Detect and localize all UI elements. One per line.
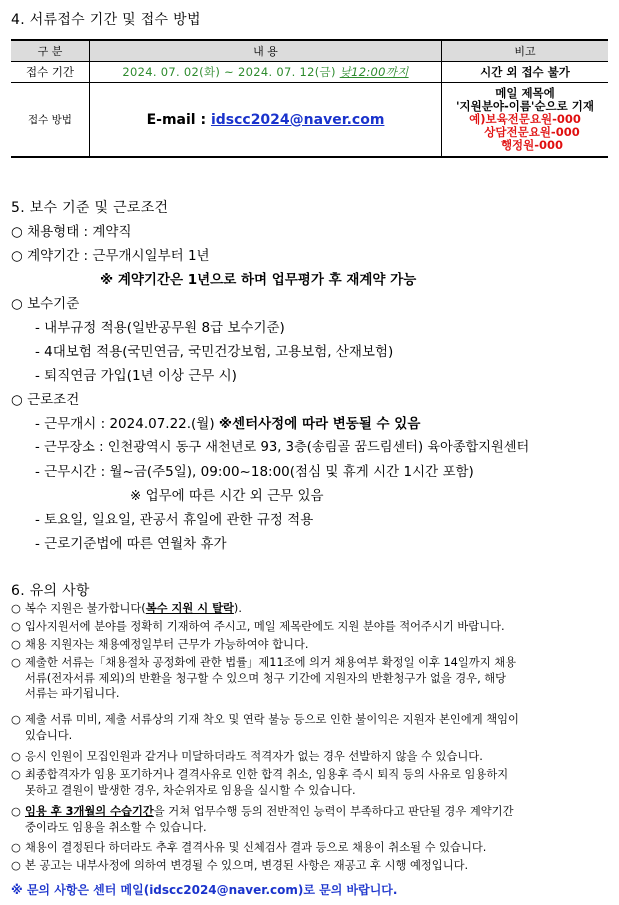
pay-item: - 내부규정 적용(일반공무원 8급 보수기준) bbox=[35, 320, 285, 336]
notice-item bbox=[11, 804, 611, 835]
notice-item bbox=[11, 858, 611, 874]
method-example-line2: 상담전문요원-000 bbox=[484, 125, 580, 139]
notice-text: 제출 서류 미비, 제출 서류상의 기재 착오 및 연락 불능 등으로 인한 불이익은 지원자 본인에게 책임이 bbox=[25, 713, 519, 726]
method-label: 접수 방법 bbox=[11, 83, 90, 158]
work-title: ○ 근로조건 bbox=[11, 392, 80, 408]
header-category: 구 분 bbox=[11, 40, 90, 62]
table-header-row bbox=[11, 40, 608, 62]
section5-title: 5. 보수 기준 및 근로조건 bbox=[11, 200, 169, 216]
bullet-circle: ○ bbox=[11, 620, 21, 633]
table-row-method bbox=[11, 83, 608, 158]
employment-type: ○ 채용형태 : 계약직 bbox=[11, 224, 132, 240]
notice-item bbox=[11, 619, 611, 635]
bullet-circle: ○ bbox=[11, 638, 21, 651]
email-link[interactable]: idscc2024@naver.com bbox=[210, 111, 385, 128]
bullet-circle: ○ bbox=[11, 713, 21, 726]
notice-emphasis: 임용 후 3개월의 수습기간 bbox=[25, 805, 154, 818]
notice-text: 중이라도 임용을 취소할 수 있습니다. bbox=[25, 820, 207, 834]
bullet-circle: ○ bbox=[11, 805, 21, 818]
bullet-circle: ○ bbox=[11, 750, 21, 763]
period-dates bbox=[90, 62, 442, 83]
notice-item bbox=[11, 637, 611, 653]
method-remark-line1: 메일 제목에 bbox=[495, 86, 555, 100]
work-start-note: ※센터사정에 따라 변동될 수 있음 bbox=[218, 416, 421, 432]
bullet-circle: ○ bbox=[11, 656, 21, 669]
inquiry-notice: ※ 문의 사항은 센터 메일(idscc2024@naver.com)로 문의 바랍니다. bbox=[11, 883, 398, 897]
notice-emphasis: 복수 지원 시 탈락 bbox=[145, 602, 234, 615]
method-example-line3: 행정원-000 bbox=[500, 138, 564, 152]
section4-title: 4. 서류접수 기간 및 접수 방법 bbox=[11, 12, 201, 28]
notice-text: 서류(전자서류 제외)의 반환을 청구할 수 있으며 청구 기간에 지원자의 반환청구가 없을 경우, 해당 bbox=[25, 671, 507, 685]
period-deadline: 낮12:00까지 bbox=[339, 65, 409, 79]
pay-item: - 퇴직연금 가입(1년 이상 근무 시) bbox=[35, 368, 237, 384]
notice-text: 을 거쳐 업무수행 등의 전반적인 능력이 부족하다고 판단될 경우 계약기간 bbox=[153, 805, 514, 818]
period-remark: 시간 외 접수 불가 bbox=[442, 62, 609, 83]
work-start bbox=[35, 412, 420, 432]
bullet-circle: ○ bbox=[11, 602, 21, 615]
method-example-line1: 예)보육전문요원-000 bbox=[469, 112, 581, 126]
notice-item bbox=[11, 712, 611, 743]
notice-text: 있습니다. bbox=[25, 728, 73, 742]
pay-item: - 4대보험 적용(국민연금, 국민건강보험, 고용보험, 산재보험) bbox=[35, 344, 394, 360]
work-place: - 근무장소 : 인천광역시 동구 새천년로 93, 3층(송림골 꿈드림센터) 육아종합지원센터 bbox=[35, 440, 530, 455]
period-dates-text: 2024. 07. 02(화) ~ 2024. 07. 12(금) bbox=[122, 65, 336, 79]
notice-text: 본 공고는 내부사정에 의하여 변경될 수 있으며, 변경된 사항은 재공고 후 시행 예정입니다. bbox=[25, 859, 469, 872]
pay-title: ○ 보수기준 bbox=[11, 296, 80, 312]
work-hours: - 근무시간 : 월~금(주5일), 09:00~18:00(점심 및 휴게 시간 1시간 포함) bbox=[35, 464, 474, 480]
contract-note: ※ 계약기간은 1년으로 하며 업무평가 후 재계약 가능 bbox=[100, 272, 417, 288]
email-label: E-mail : bbox=[146, 111, 211, 128]
application-table bbox=[11, 39, 608, 158]
notice-text: 응시 인원이 모집인원과 같거나 미달하더라도 적격자가 없는 경우 선발하지 않을 수 있습니다. bbox=[25, 750, 483, 763]
notice-item bbox=[11, 767, 611, 798]
notice-text: 채용이 결정된다 하더라도 추후 결격사유 및 신체검사 결과 등으로 채용이 취소될 수 있습니다. bbox=[25, 841, 487, 854]
bullet-circle: ○ bbox=[11, 841, 21, 854]
work-start-text: - 근무개시 : 2024.07.22.(월) bbox=[35, 416, 219, 432]
notice-text: 입사지원서에 분야를 정확히 기재하여 주시고, 메일 제목란에도 지원 분야를 적어주시기 바랍니다. bbox=[25, 620, 505, 633]
header-content: 내 용 bbox=[90, 40, 442, 62]
header-remark: 비고 bbox=[442, 40, 609, 62]
notice-text: ). bbox=[233, 602, 242, 615]
notice-text: 최종합격자가 임용 포기하거나 결격사유로 인한 합격 취소, 임용후 즉시 퇴직 등의 사유로 임용하지 bbox=[25, 768, 509, 781]
annual-leave: - 근로기준법에 따른 연월차 휴가 bbox=[35, 536, 227, 552]
notice-item bbox=[11, 655, 611, 702]
bullet-circle: ○ bbox=[11, 768, 21, 781]
notice-text: 복수 지원은 불가합니다( bbox=[25, 602, 146, 615]
section6-title: 6. 유의 사항 bbox=[11, 583, 90, 599]
notice-text: 못하고 결원이 발생한 경우, 차순위자로 임용을 실시할 수 있습니다. bbox=[25, 783, 356, 797]
method-remark bbox=[442, 83, 609, 158]
bullet-circle: ○ bbox=[11, 859, 21, 872]
method-email-cell bbox=[90, 83, 442, 158]
holiday-rule: - 토요일, 일요일, 관공서 휴일에 관한 규정 적용 bbox=[35, 512, 314, 528]
notice-item bbox=[11, 749, 611, 765]
notice-text: 서류는 파기됩니다. bbox=[25, 687, 120, 701]
method-remark-line2: '지원분야-이름'순으로 기재 bbox=[455, 99, 595, 113]
table-row-period bbox=[11, 62, 608, 83]
notice-item bbox=[11, 840, 611, 856]
contract-period: ○ 계약기간 : 근무개시일부터 1년 bbox=[11, 248, 210, 264]
notice-item bbox=[11, 601, 611, 617]
period-label: 접수 기간 bbox=[11, 62, 90, 83]
work-hours-note: ※ 업무에 따른 시간 외 근무 있음 bbox=[130, 488, 324, 504]
notice-text: 채용 지원자는 채용예정일부터 근무가 가능하여야 합니다. bbox=[25, 638, 309, 651]
notice-text: 제출한 서류는「채용절차 공정화에 관한 법률」제11조에 의거 채용여부 확정일 이후 14일까지 채용 bbox=[25, 656, 517, 669]
